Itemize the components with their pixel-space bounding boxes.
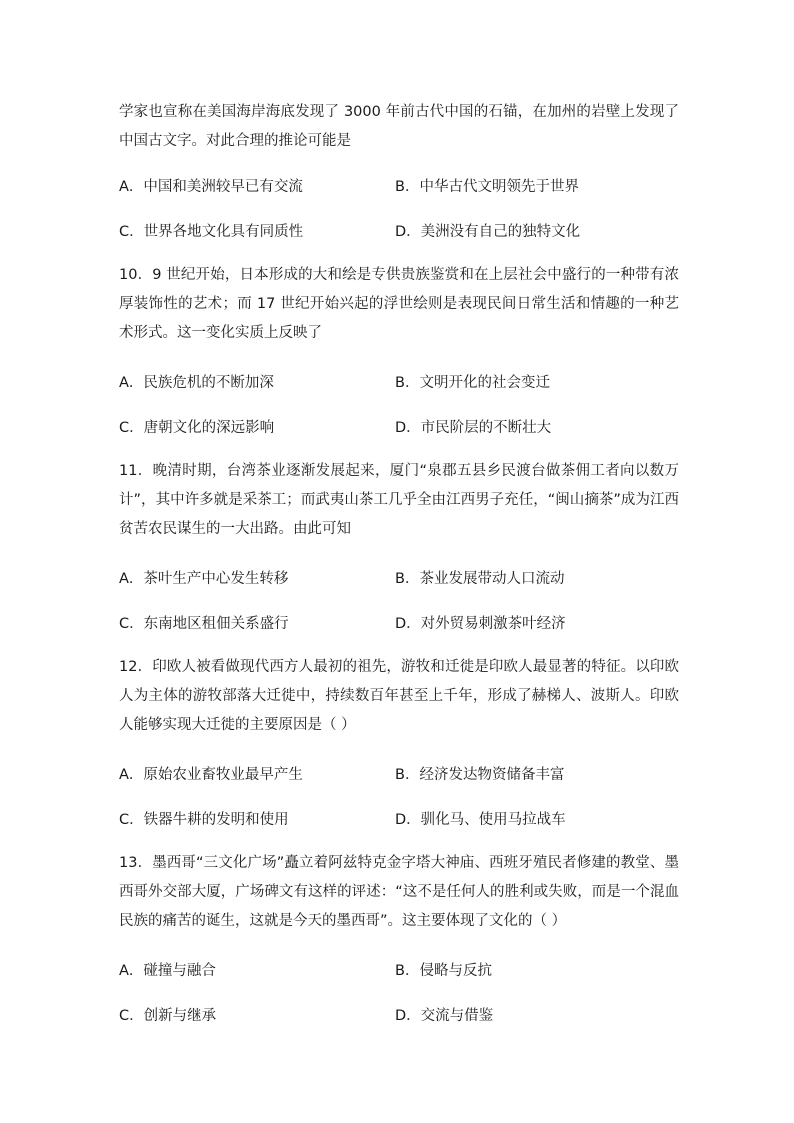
q13-option-a: A．碰撞与融合 xyxy=(119,963,216,979)
q9-option-c: C．世界各地文化具有同质性 xyxy=(119,224,304,240)
q10-option-c: C．唐朝文化的深远影响 xyxy=(119,420,275,436)
q12-option-b: B．经济发达物资储备丰富 xyxy=(395,767,565,783)
q13-stem: 13．墨西哥“三文化广场”矗立着阿兹特克金字塔大神庙、西班牙殖民者修建的教堂、墨西哥外交部大厦，广场碑文有这样的评述：“这不是任何人的胜利或失败，而是一个混血民族的痛苦的诞生，这就是今天的墨西哥”。这主要体现了文化的（ ） xyxy=(119,855,679,929)
q13-option-c: C．创新与继承 xyxy=(119,1008,217,1024)
q11-option-b: B．茶业发展带动人口流动 xyxy=(395,571,565,587)
q12-option-d: D．驯化马、使用马拉战车 xyxy=(395,812,566,828)
q10-option-b: B．文明开化的社会变迁 xyxy=(395,375,550,391)
q13-option-d: D．交流与借鉴 xyxy=(395,1008,494,1024)
q10-option-d: D．市民阶层的不断壮大 xyxy=(395,420,552,436)
q11-stem: 11．晚清时期，台湾茶业逐渐发展起来，厦门“泉郡五县乡民渡台做茶佣工者向以数万计”，其中许多就是采茶工；而武夷山茶工几乎全由江西男子充任，“闽山摘茶”成为江西贫苦农民谋生的一大出路。由此可知 xyxy=(119,463,679,537)
q12-option-a: A．原始农业畜牧业最早产生 xyxy=(119,767,303,783)
q9-option-b: B．中华古代文明领先于世界 xyxy=(395,179,579,195)
q9-option-d: D．美洲没有自己的独特文化 xyxy=(395,224,581,240)
q10-option-a: A．民族危机的不断加深 xyxy=(119,375,274,391)
q11-option-a: A．茶叶生产中心发生转移 xyxy=(119,571,289,587)
q11-option-c: C．东南地区租佃关系盛行 xyxy=(119,616,289,632)
q10-stem: 10．9 世纪开始，日本形成的大和绘是专供贵族鉴赏和在上层社会中盛行的一种带有浓厚装饰性的艺术；而 17 世纪开始兴起的浮世绘则是表现民间日常生活和情趣的一种艺术形式。这一变化实质上反映了 xyxy=(119,267,679,341)
q9-option-a: A．中国和美洲较早已有交流 xyxy=(119,179,303,195)
q9-stem: 学家也宣称在美国海岸海底发现了 3000 年前古代中国的石锚，在加州的岩壁上发现了中国古文字。对此合理的推论可能是 xyxy=(119,104,679,149)
q12-option-c: C．铁器牛耕的发明和使用 xyxy=(119,812,289,828)
q11-option-d: D．对外贸易刺激茶叶经济 xyxy=(395,616,566,632)
q13-option-b: B．侵略与反抗 xyxy=(395,963,492,979)
q12-stem: 12．印欧人被看做现代西方人最初的祖先，游牧和迁徙是印欧人最显著的特征。以印欧人为主体的游牧部落大迁徙中，持续数百年甚至上千年，形成了赫梯人、波斯人。印欧人能够实现大迁徙的主要原因是（ ） xyxy=(119,659,679,733)
